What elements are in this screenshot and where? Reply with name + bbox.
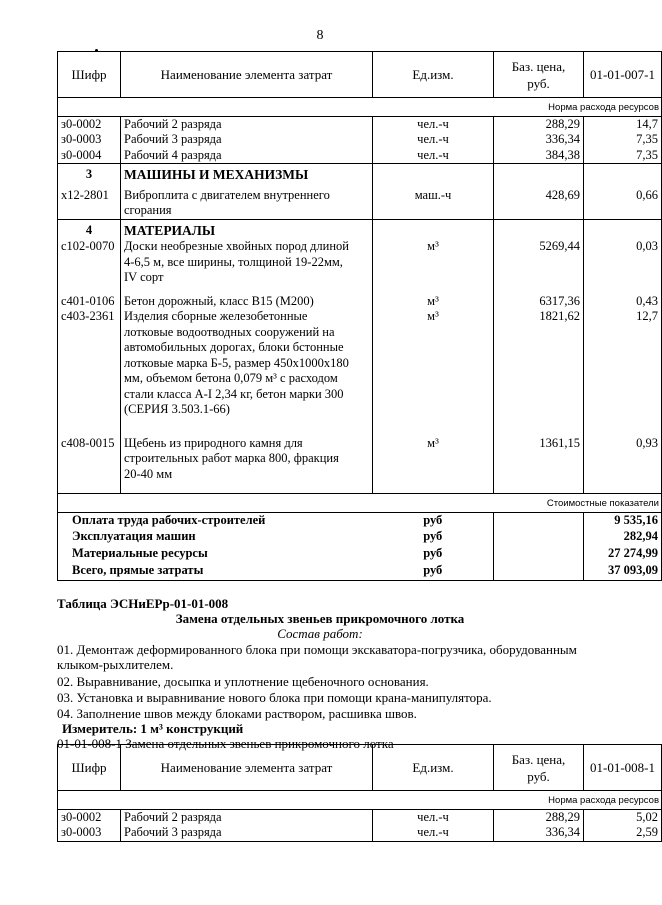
table-row: з0-0003 Рабочий 3 разряда чел.-ч 336,34 2,59: [58, 825, 662, 841]
subtitle: Замена отдельных звеньев прикромочного лотка: [175, 611, 465, 626]
header-unit: Ед.изм.: [373, 52, 494, 98]
table-row: с102-0070 Доски необрезные хвойных пород длиной 4-6,5 м, все ширины, толщиной 19-22мм, IV сорт м³ 5269,44 0,03: [58, 239, 662, 294]
work-item: 03. Установка и выравнивание нового блока при помощи крана-манипулятора.: [57, 690, 492, 705]
section-heading: 3 МАШИНЫ И МЕХАНИЗМЫ: [58, 164, 662, 184]
table-row: с403-2361 Изделия сборные железобетонные лотковые водоотводных сооружений на автомобильных дорогах, блоки бстонные лотковые марка Б-5, размер 450х1000х180 мм, объемом бетона 0,079 м³ с расходом стали класса А-I 2,34 кг, бетон марки 300 (СЕРИЯ 3.503.1-66) м³ 1821,62 12,7: [58, 309, 662, 436]
header-price: Баз. цена, руб.: [494, 745, 584, 791]
header-rate-code: 01-01-007-1: [584, 52, 662, 98]
works-title: Состав работ:: [277, 626, 363, 641]
header-rate-code: 01-01-008-1: [584, 745, 662, 791]
cost-label: Стоимостные показатели: [58, 494, 662, 513]
page-number: 8: [316, 28, 324, 43]
header-code: Шифр: [58, 52, 121, 98]
table-title: Таблица ЭСНиЕРр-01-01-008: [57, 596, 229, 611]
header-unit: Ед.изм.: [373, 745, 494, 791]
table-row: з0-0002 Рабочий 2 разряда чел.-ч 288,29 5,02: [58, 809, 662, 825]
norm-label: Норма расхода ресурсов: [58, 98, 662, 117]
table-header: [58, 745, 662, 791]
section-heading: 4 МАТЕРИАЛЫ: [58, 219, 662, 239]
header-name: Наименование элемента затрат: [121, 52, 373, 98]
norm-label: Норма расхода ресурсов: [58, 791, 662, 810]
total-row: Оплата труда рабочих-строителей руб 9 535,16: [58, 512, 662, 529]
work-item: 02. Выравнивание, досыпка и уплотнение щебеночного основания.: [57, 674, 429, 689]
work-item: клыком-рыхлителем.: [57, 657, 174, 672]
resource-table-1: [57, 51, 662, 581]
header-name: Наименование элемента затрат: [121, 745, 373, 791]
header-code: Шифр: [58, 745, 121, 791]
table-header: [58, 52, 662, 98]
table-row: х12-2801 Виброплита с двигателем внутреннего сгорания маш.-ч 428,69 0,66: [58, 184, 662, 220]
header-price: Баз. цена, руб.: [494, 52, 584, 98]
meter: Измеритель: 1 м³ конструкций: [62, 721, 244, 736]
table-row: с408-0015 Щебень из природного камня для строительных работ марка 800, фракция 20-40 мм м³ 1361,15 0,93: [58, 436, 662, 494]
item-title: 01-01-008-1 Замена отдельных звеньев прикромочного лотка: [57, 736, 394, 751]
table-row: з0-0002 Рабочий 2 разряда чел.-ч 288,29 14,7: [58, 116, 662, 132]
work-item: 04. Заполнение швов между блоками раствором, расшивка швов.: [57, 706, 417, 721]
total-row: Материальные ресурсы руб 27 274,99: [58, 546, 662, 563]
table-row: з0-0003 Рабочий 3 разряда чел.-ч 336,34 7,35: [58, 132, 662, 148]
total-row: Эксплуатация машин руб 282,94: [58, 529, 662, 546]
work-item: 01. Демонтаж деформированного блока при помощи экскаватора-погрузчика, оборудованным: [57, 642, 577, 657]
total-row: Всего, прямые затраты руб 37 093,09: [58, 563, 662, 580]
table-row: с401-0106 Бетон дорожный, класс В15 (М200) м³ 6317,36 0,43: [58, 294, 662, 310]
resource-table-2: [57, 744, 662, 842]
table-row: з0-0004 Рабочий 4 разряда чел.-ч 384,38 7,35: [58, 148, 662, 164]
